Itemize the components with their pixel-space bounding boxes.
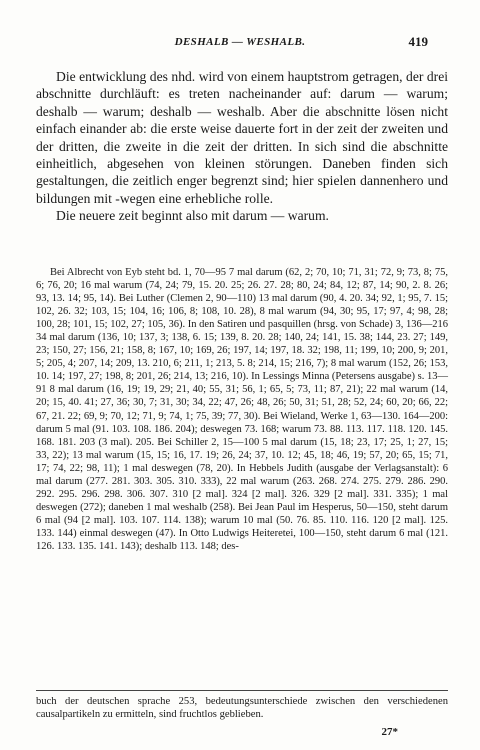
footnote-divider (36, 690, 448, 691)
main-text (36, 68, 448, 225)
footnote: buch der deutschen sprache 253, bedeutungsunterschiede zwischen den verschiedenen causalpartikeln zu ermitteln, sind fruchtlos geblieben. (36, 696, 448, 720)
running-head: DESHALB — WESHALB. (174, 36, 306, 48)
page-header (0, 36, 480, 54)
page-number: 419 (408, 34, 428, 49)
evidence-text (36, 266, 448, 553)
signature-mark: 27* (381, 726, 398, 738)
main-paragraph-lead: Die neuere zeit beginnt also mit darum — warum. (56, 208, 329, 224)
evidence-paragraph: Bei Albrecht von Eyb steht bd. 1, 70—95 7 mal darum (62, 2; 70, 10; 71, 31; 72, 9; 73, 8; 75, 6; 76, 20; 16 mal warum (74, 24; 79, 15. 20. 25; 26. 27. 28; 80, 24; 84, 12; 87, 14; 90, 2. 8. 26; 93, 13. 14; 95, 14). Bei Luther (Clemen 2, 90—110) 13 mal darum (90, 4. 20. 34; 92, 1; 95, 7. 15; 102, 26. 32; 103, 15; 104, 16; 106, 8; 108, 10. 28), 8 mal warum (94, 30; 95, 17; 97, 4; 98, 28; 100, 28; 101, 15; 102, 27; 105, 36). In den Satiren und pasquillen (hrsg. von Schade) 3, 136—216 34 mal darum (136, 10; 137, 3; 138, 6. 15; 139, 8. 20. 28; 140, 24; 141, 15. 38; 144, 23. 27; 149, 23; 150, 27; 156, 21; 158, 8; 167, 10; 169, 26; 197, 14; 197, 18. 32; 198, 11; 199, 10; 200, 9; 201, 5; 205, 4; 207, 14; 209, 13. 210, 6; 211, 1; 213, 5. 8; 214, 15; 216, 7); 8 mal warum (152, 26; 153, 10. 14; 197, 27; 198, 8; 201, 26; 214, 13; 216, 10). In Lessings Minna (Petersens ausgabe) s. 13—91 8 mal darum (16, 19; 19, 29; 21, 40; 55, 31; 56, 1; 65, 5; 73, 11; 87, 21); 22 mal warum (14, 20; 15, 40. 41; 27, 36; 30, 7; 31, 30; 34, 22; 47, 26; 48, 26; 50, 31; 51, 28; 52, 24; 60, 20; 66, 22; 67, 21. 22; 69, 9; 70, 12; 71, 9; 74, 1; 75, 39; 77, 30). Bei Wieland, Werke 1, 63—130. 164—200: darum 5 mal (91. 103. 108. 186. 204); deswegen 73. 168; warum 73. 88. 113. 117. 118. 120. 145. 168. 181. 203 (3 mal). 205. Bei Schiller 2, 15—100 5 mal darum (15, 18; 23, 17; 25, 1; 27, 15; 33, 22); 13 mal warum (15, 15; 16, 17. 19; 26, 24; 37, 10. 12; 45, 18; 46, 19; 57, 20; 65, 15; 71, 17; 74, 22; 98, 11); 1 mal deswegen (78, 20). In Hebbels Judith (ausgabe der Verlagsanstalt): 6 mal darum (277. 281. 303. 305. 310. 333), 22 mal warum (263. 268. 274. 275. 279. 286. 290. 292. 295. 296. 298. 306. 307. 310 [2 mal]. 324 [2 mal]. 326. 329 [2 mal]. 331. 335); 1 mal deswegen (272); daneben 1 mal weshalb (258). Bei Jean Paul im Hesperus, 50—150, steht darum 6 mal (94 [2 mal]. 103. 107. 114. 138); warum 10 mal (50. 76. 85. 110. 116. 120 [2 mal]. 125. 133. 144) einmal deswegen (47). In Otto Ludwigs Heiteretei, 100—150, steht darum 6 mal (121. 126. 133. 135. 141. 143); deshalb 113. 148; des- (36, 267, 448, 552)
main-paragraph: Die entwicklung des nhd. wird von einem hauptstrom getragen, der drei abschnitte durchläuft: es treten nacheinander auf: darum — warum; deshalb — warum; deshalb — weshalb. Aber die abschnitte lösen nicht einfach einander ab: die erste weise dauerte fort in der zeit der zweiten und der dritten, die zweite in die zeit der dritten. In sich sind die abschnitte einheitlich, abgesehen von kleinen störungen. Daneben finden sich gestaltungen, die zeitlich enger begrenzt sind; hier spielen dannenhero und bildungen mit -wegen eine erhebliche rolle. (36, 69, 448, 206)
